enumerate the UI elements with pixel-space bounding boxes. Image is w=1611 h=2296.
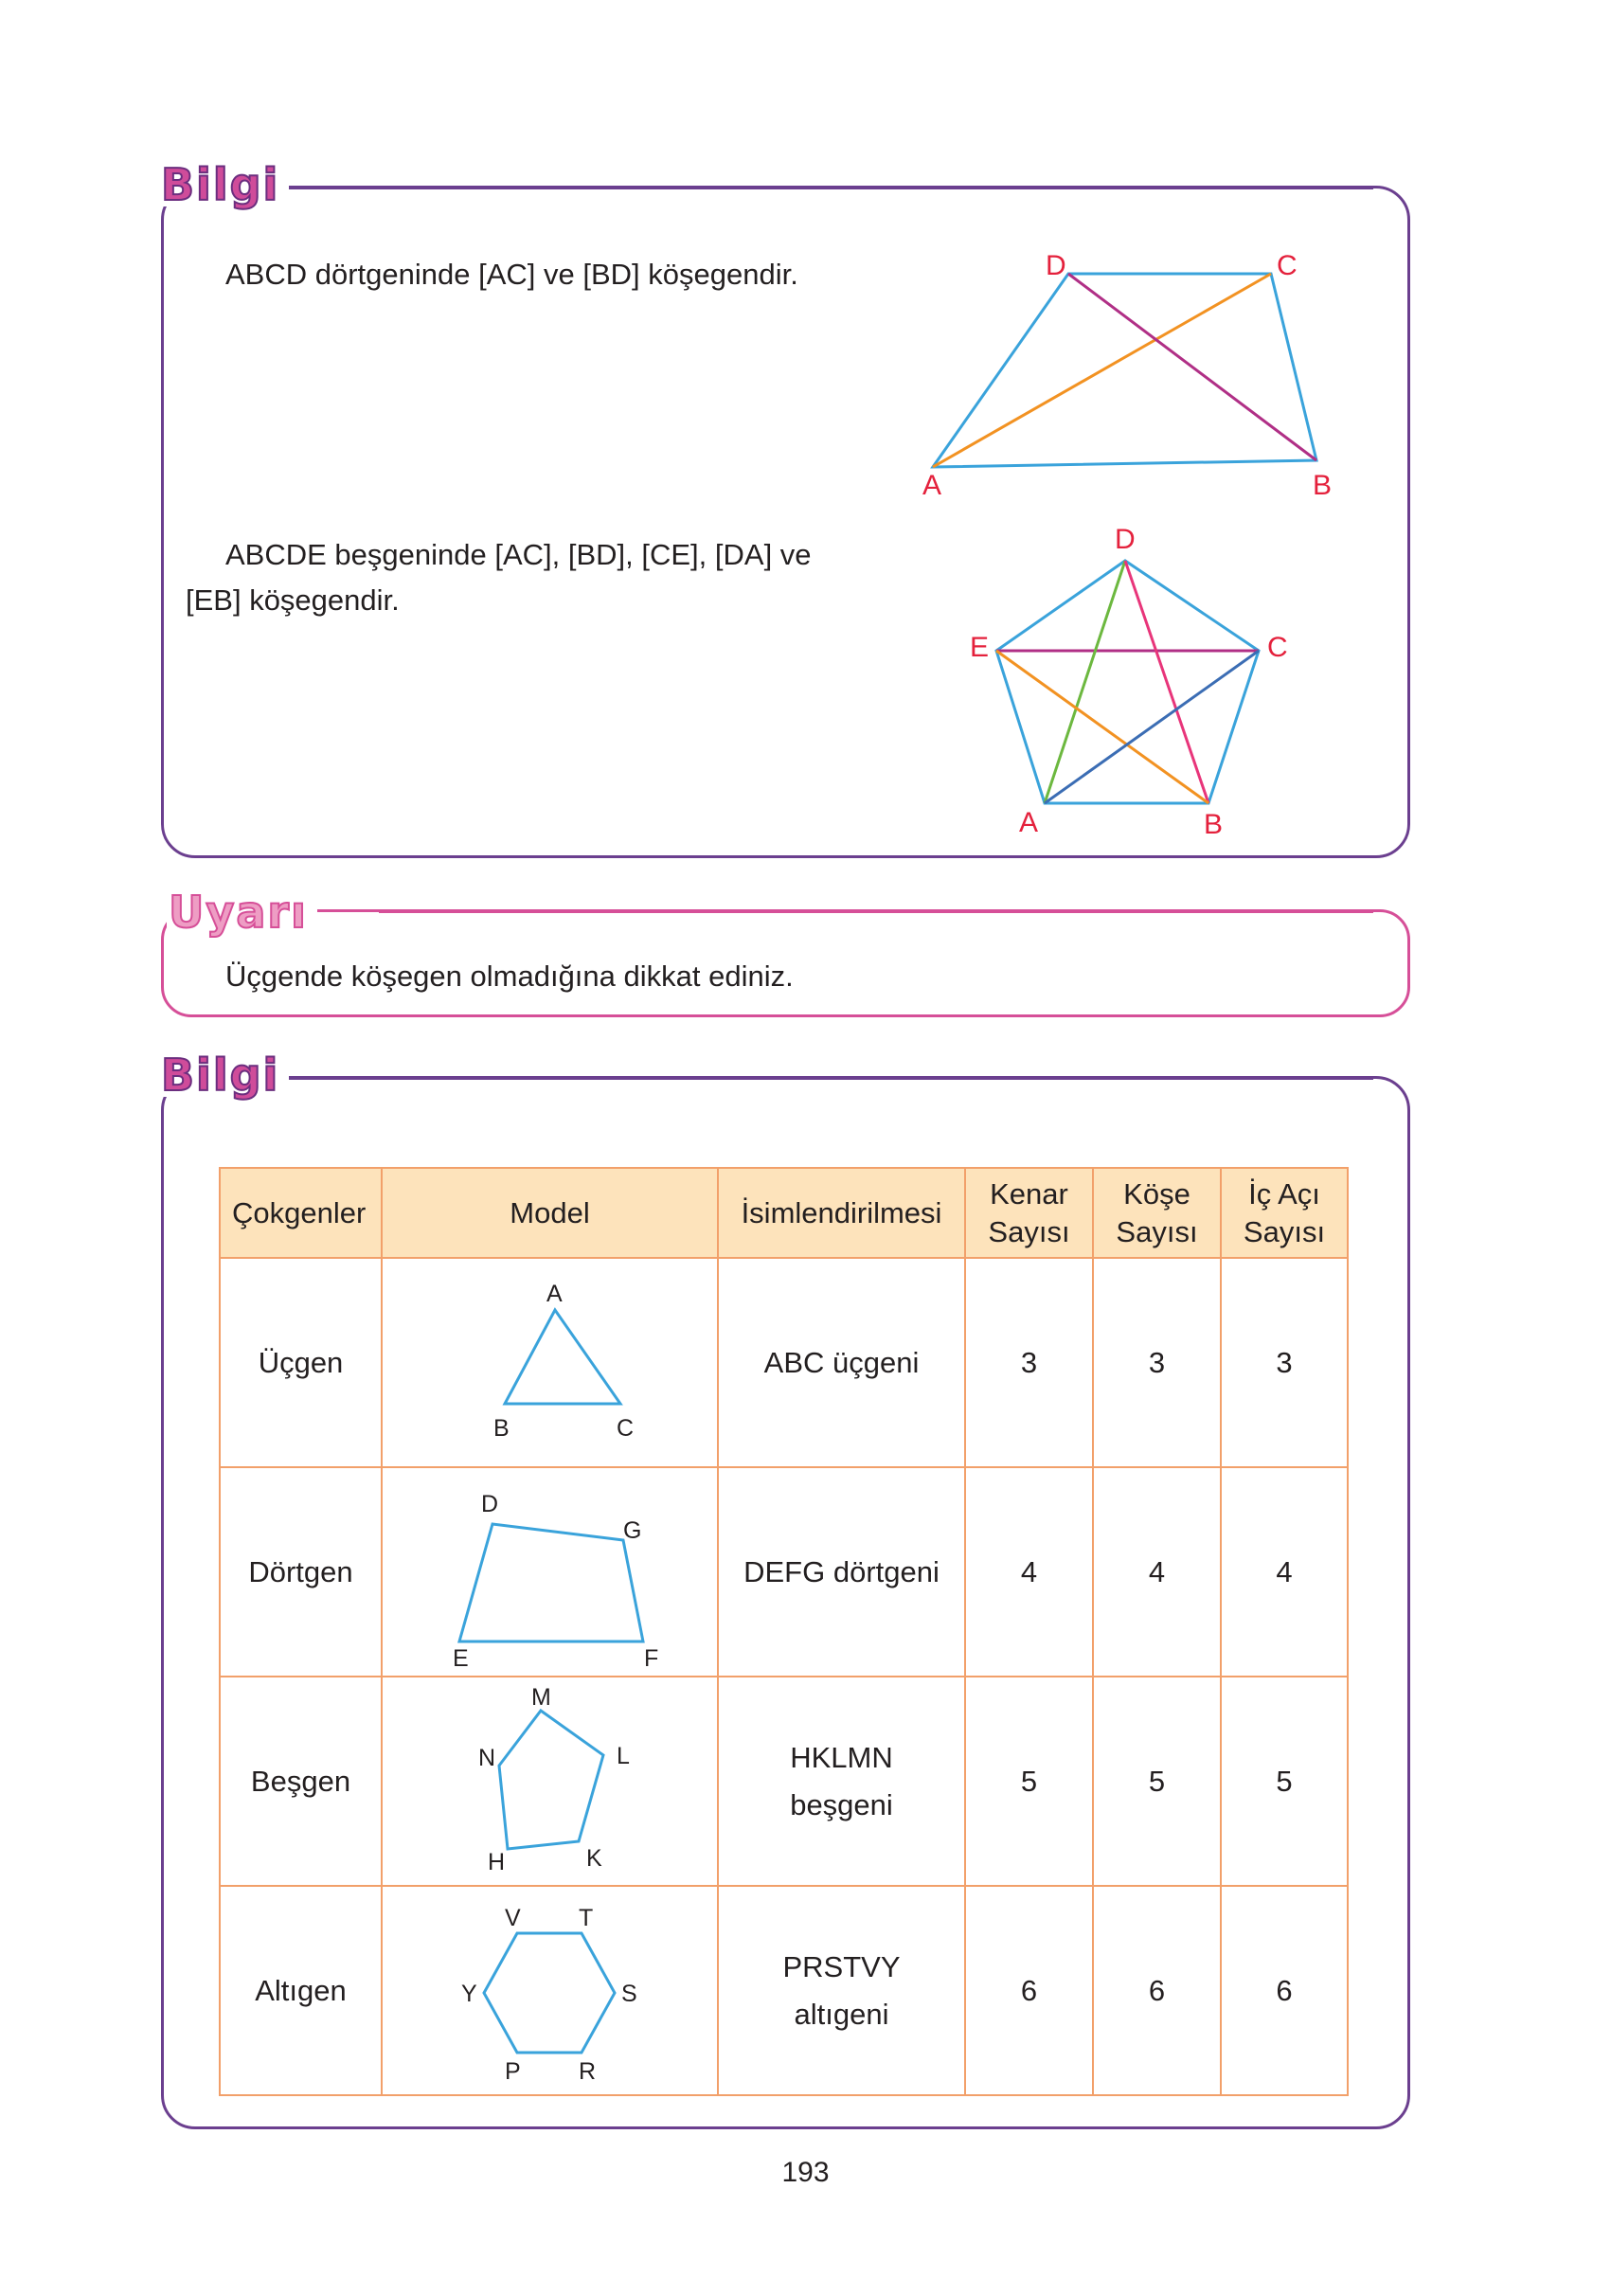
header-kenar-sayisi	[965, 1168, 1093, 1258]
ic-aci-count: 5	[1221, 1677, 1348, 1886]
kose-count: 6	[1093, 1886, 1221, 2095]
naming-line1: HKLMN	[790, 1740, 893, 1774]
naming-line1: ABC üçgeni	[763, 1345, 920, 1379]
heading-rule	[379, 911, 1373, 913]
naming-line1: PRSTVY	[782, 1949, 901, 1983]
polygon-naming	[718, 1467, 965, 1677]
pentagon-shape	[499, 1711, 603, 1849]
polygon-naming	[718, 1677, 965, 1886]
header-kose-sayisi	[1093, 1168, 1221, 1258]
diagonal-bd	[1125, 561, 1208, 803]
heading-rule	[284, 1078, 1373, 1080]
polygon-naming	[718, 1258, 965, 1467]
kose-count: 4	[1093, 1467, 1221, 1677]
vertex-label-y: Y	[460, 1981, 477, 2007]
triangle-model	[427, 1265, 673, 1460]
pent-diagonal-text	[186, 532, 812, 623]
kose-count: 5	[1093, 1677, 1221, 1886]
vertex-label-t: T	[578, 1905, 593, 1931]
vertex-label-b: B	[492, 1415, 510, 1442]
naming-line1: DEFG dörtgeni	[743, 1554, 940, 1588]
triangle-shape	[505, 1310, 620, 1404]
vertex-label-c: C	[616, 1415, 634, 1442]
diagonal-ac	[1045, 651, 1259, 803]
vertex-label-m: M	[530, 1684, 551, 1711]
pentagon-diagram	[957, 516, 1298, 838]
vertex-label-l: L	[616, 1743, 630, 1769]
naming-line2: altıgeni	[794, 1997, 889, 2031]
section-heading-bilgi: Bilgi	[159, 163, 289, 206]
vertex-label-a: A	[1019, 807, 1039, 838]
pentagon-model	[427, 1684, 673, 1878]
vertex-label-a: A	[546, 1281, 563, 1307]
header-ic-aci-l1: İç Açı	[1248, 1176, 1320, 1211]
section-heading-uyari: Uyarı	[167, 890, 317, 934]
vertex-label-h: H	[487, 1849, 505, 1875]
table-row	[220, 1886, 1348, 2095]
model-cell	[382, 1677, 718, 1886]
model-cell	[382, 1886, 718, 2095]
vertex-label-a: A	[922, 470, 942, 501]
vertex-label-b: B	[1204, 809, 1224, 840]
header-ic-aci-l2: Sayısı	[1243, 1214, 1326, 1248]
kenar-count: 5	[965, 1677, 1093, 1886]
quad-edges	[933, 274, 1316, 467]
model-cell	[382, 1467, 718, 1677]
kenar-count: 3	[965, 1258, 1093, 1467]
polygon-naming	[718, 1886, 965, 2095]
vertex-label-g: G	[622, 1517, 641, 1544]
vertex-label-s: S	[620, 1981, 637, 2007]
vertex-label-b: B	[1313, 470, 1333, 501]
vertex-label-e: E	[970, 632, 990, 663]
header-kenar-l2: Sayısı	[988, 1214, 1070, 1248]
header-ic-aci-sayisi	[1221, 1168, 1348, 1258]
hexagon-shape	[484, 1933, 615, 2053]
kenar-count: 4	[965, 1467, 1093, 1677]
heading-rule	[284, 188, 1373, 189]
vertex-label-f: F	[643, 1645, 658, 1672]
kose-count: 3	[1093, 1258, 1221, 1467]
vertex-label-c: C	[1277, 250, 1298, 281]
polygon-name: Dörtgen	[220, 1467, 382, 1677]
vertex-label-p: P	[504, 2058, 521, 2085]
vertex-label-d: D	[480, 1491, 498, 1517]
header-kose-l1: Köşe	[1123, 1176, 1190, 1211]
vertex-label-d: D	[1115, 524, 1136, 555]
hexagon-model	[427, 1893, 673, 2088]
pent-text-line2: [EB] köşegendir.	[186, 583, 400, 617]
table-header-row	[220, 1168, 1348, 1258]
polygon-name: Altıgen	[220, 1886, 382, 2095]
header-kenar-l1: Kenar	[990, 1176, 1068, 1211]
ic-aci-count: 4	[1221, 1467, 1348, 1677]
diagonal-ac	[933, 274, 1271, 467]
pent-text-line1: ABCDE beşgeninde [AC], [BD], [CE], [DA] ve	[225, 538, 812, 571]
vertex-label-k: K	[585, 1845, 602, 1872]
pent-edges	[996, 561, 1259, 803]
vertex-label-n: N	[477, 1745, 495, 1771]
polygon-table	[219, 1167, 1349, 2096]
header-model: Model	[382, 1168, 718, 1258]
page-number: 193	[781, 2157, 830, 2188]
table-row	[220, 1467, 1348, 1677]
header-kose-l2: Sayısı	[1116, 1214, 1198, 1248]
vertex-label-r: R	[578, 2058, 596, 2085]
ic-aci-count: 3	[1221, 1258, 1348, 1467]
section-heading-bilgi: Bilgi	[159, 1053, 289, 1097]
naming-line2: beşgeni	[790, 1787, 893, 1821]
warning-text: Üçgende köşegen olmadığına dikkat ediniz.	[225, 960, 794, 993]
diagonal-eb	[996, 651, 1208, 803]
ic-aci-count: 6	[1221, 1886, 1348, 2095]
kenar-count: 6	[965, 1886, 1093, 2095]
model-cell	[382, 1258, 718, 1467]
table-row	[220, 1677, 1348, 1886]
polygon-name: Beşgen	[220, 1677, 382, 1886]
polygon-name: Üçgen	[220, 1258, 382, 1467]
vertex-label-e: E	[452, 1645, 469, 1672]
header-cokgenler: Çokgenler	[220, 1168, 382, 1258]
diagonal-da	[1045, 561, 1125, 803]
vertex-label-d: D	[1046, 250, 1066, 281]
quadrilateral-diagram	[909, 237, 1335, 502]
quadrilateral-model	[413, 1475, 688, 1672]
quadrilateral-shape	[459, 1524, 643, 1641]
quad-diagonal-text: ABCD dörtgeninde [AC] ve [BD] köşegendir.	[225, 258, 798, 291]
vertex-label-c: C	[1267, 632, 1288, 663]
header-isimlendirilmesi: İsimlendirilmesi	[718, 1168, 965, 1258]
table-row	[220, 1258, 1348, 1467]
vertex-label-v: V	[504, 1905, 521, 1931]
